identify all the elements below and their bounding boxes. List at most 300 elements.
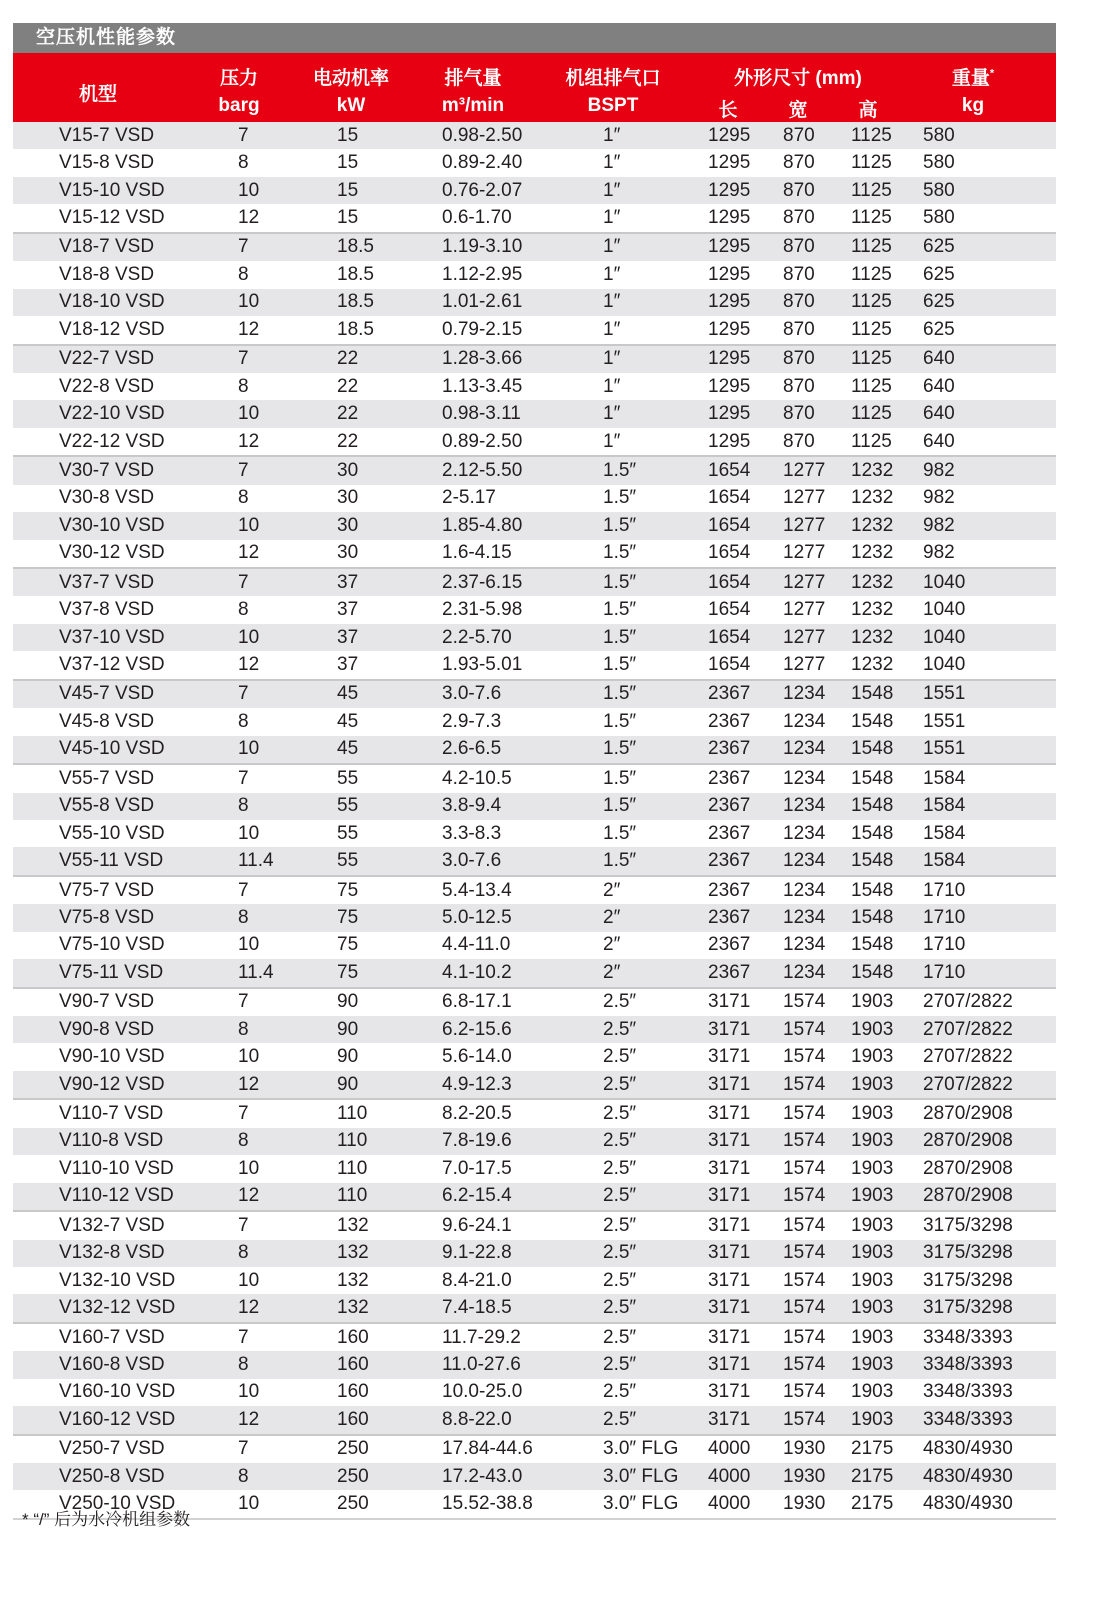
width-cell: 1574: [783, 1183, 851, 1211]
pressure-cell: 7: [237, 1099, 337, 1127]
pressure-cell: 10: [237, 1043, 337, 1070]
power-cell: 55: [337, 764, 442, 792]
model-cell: V160-8 VSD: [13, 1351, 237, 1378]
length-cell: 1654: [708, 456, 783, 484]
height-cell: 1548: [851, 764, 923, 792]
model-cell: V37-10 VSD: [13, 624, 237, 651]
flow-cell: 17.84-44.6: [442, 1435, 603, 1463]
width-cell: 1574: [783, 1406, 851, 1434]
power-cell: 160: [337, 1379, 442, 1406]
pressure-cell: 12: [237, 1183, 337, 1211]
section-title: 空压机性能参数: [13, 23, 1056, 53]
height-cell: 1125: [851, 122, 923, 149]
outlet-cell: 1.5″: [603, 596, 708, 623]
height-cell: 1903: [851, 1043, 923, 1070]
width-cell: 1277: [783, 540, 851, 568]
flow-cell: 11.0-27.6: [442, 1351, 603, 1378]
table-row: [13, 149, 1056, 176]
width-cell: 870: [783, 345, 851, 373]
table-row: [13, 624, 1056, 651]
table-row: [13, 1463, 1056, 1490]
flow-cell: 4.4-11.0: [442, 932, 603, 959]
weight-cell: 1710: [923, 932, 1056, 959]
length-cell: 1295: [708, 149, 783, 176]
weight-cell: 3348/3393: [923, 1323, 1056, 1351]
width-cell: 870: [783, 149, 851, 176]
power-cell: 30: [337, 512, 442, 539]
pressure-cell: 12: [237, 316, 337, 344]
weight-cell: 4830/4930: [923, 1490, 1056, 1518]
power-cell: 18.5: [337, 316, 442, 344]
power-cell: 15: [337, 177, 442, 204]
power-cell: 15: [337, 204, 442, 232]
outlet-cell: 1″: [603, 400, 708, 427]
flow-cell: 2.9-7.3: [442, 708, 603, 735]
pressure-cell: 7: [237, 456, 337, 484]
width-cell: 870: [783, 177, 851, 204]
pressure-cell: 8: [237, 1128, 337, 1155]
height-cell: 1232: [851, 568, 923, 596]
length-cell: 1295: [708, 177, 783, 204]
model-cell: V15-12 VSD: [13, 204, 237, 232]
model-cell: V110-12 VSD: [13, 1183, 237, 1211]
length-cell: 1295: [708, 233, 783, 261]
width-cell: 870: [783, 289, 851, 316]
width-cell: 1574: [783, 1240, 851, 1267]
model-cell: V110-7 VSD: [13, 1099, 237, 1127]
pressure-cell: 7: [237, 988, 337, 1016]
table-row: [13, 932, 1056, 959]
power-cell: 75: [337, 904, 442, 931]
length-cell: 3171: [708, 1406, 783, 1434]
table-row: [13, 373, 1056, 400]
power-cell: 30: [337, 456, 442, 484]
height-cell: 1548: [851, 736, 923, 764]
pressure-cell: 8: [237, 904, 337, 931]
power-cell: 90: [337, 1043, 442, 1070]
weight-cell: 982: [923, 540, 1056, 568]
length-cell: 4000: [708, 1435, 783, 1463]
table-row: [13, 204, 1056, 232]
outlet-cell: 2.5″: [603, 1323, 708, 1351]
pressure-cell: 7: [237, 1435, 337, 1463]
pressure-cell: 12: [237, 428, 337, 456]
weight-cell: 3175/3298: [923, 1294, 1056, 1322]
weight-cell: 3348/3393: [923, 1351, 1056, 1378]
weight-cell: 3175/3298: [923, 1211, 1056, 1239]
flow-cell: 3.0-7.6: [442, 680, 603, 708]
model-cell: V30-12 VSD: [13, 540, 237, 568]
length-cell: 3171: [708, 1155, 783, 1182]
width-cell: 1277: [783, 485, 851, 512]
model-cell: V37-8 VSD: [13, 596, 237, 623]
table-row: [13, 1099, 1056, 1127]
pressure-cell: 10: [237, 736, 337, 764]
pressure-cell: 8: [237, 1240, 337, 1267]
pressure-cell: 7: [237, 1323, 337, 1351]
power-cell: 132: [337, 1240, 442, 1267]
power-cell: 45: [337, 736, 442, 764]
width-cell: 1234: [783, 904, 851, 931]
pressure-cell: 12: [237, 651, 337, 679]
height-cell: 1232: [851, 540, 923, 568]
table-row: [13, 904, 1056, 931]
length-cell: 1295: [708, 204, 783, 232]
pressure-cell: 12: [237, 1294, 337, 1322]
height-cell: 1548: [851, 793, 923, 820]
flow-cell: 3.0-7.6: [442, 847, 603, 875]
height-cell: 2175: [851, 1490, 923, 1518]
weight-cell: 580: [923, 204, 1056, 232]
pressure-cell: 10: [237, 820, 337, 847]
table-row: [13, 428, 1056, 456]
power-cell: 90: [337, 988, 442, 1016]
power-cell: 37: [337, 596, 442, 623]
length-cell: 1654: [708, 568, 783, 596]
flow-cell: 6.2-15.6: [442, 1016, 603, 1043]
table-row: [13, 1406, 1056, 1434]
weight-cell: 640: [923, 400, 1056, 427]
weight-cell: 1040: [923, 596, 1056, 623]
outlet-cell: 1″: [603, 122, 708, 149]
power-cell: 15: [337, 149, 442, 176]
pressure-cell: 10: [237, 932, 337, 959]
height-cell: 1125: [851, 316, 923, 344]
outlet-cell: 3.0″ FLG: [603, 1435, 708, 1463]
width-cell: 1930: [783, 1490, 851, 1518]
height-cell: 1903: [851, 1379, 923, 1406]
pressure-cell: 10: [237, 289, 337, 316]
pressure-cell: 8: [237, 261, 337, 288]
model-cell: V22-12 VSD: [13, 428, 237, 456]
height-cell: 1232: [851, 624, 923, 651]
weight-cell: 2707/2822: [923, 1043, 1056, 1070]
power-cell: 22: [337, 400, 442, 427]
power-cell: 110: [337, 1155, 442, 1182]
flow-cell: 5.6-14.0: [442, 1043, 603, 1070]
flow-cell: 1.01-2.61: [442, 289, 603, 316]
flow-cell: 15.52-38.8: [442, 1490, 603, 1518]
model-cell: V55-7 VSD: [13, 764, 237, 792]
power-cell: 75: [337, 876, 442, 904]
outlet-cell: 2″: [603, 959, 708, 987]
table-row: [13, 764, 1056, 792]
model-cell: V132-8 VSD: [13, 1240, 237, 1267]
model-cell: V75-7 VSD: [13, 876, 237, 904]
outlet-cell: 1.5″: [603, 847, 708, 875]
power-cell: 45: [337, 708, 442, 735]
table-row: [13, 177, 1056, 204]
flow-cell: 5.4-13.4: [442, 876, 603, 904]
power-cell: 132: [337, 1211, 442, 1239]
outlet-cell: 2″: [603, 904, 708, 931]
width-cell: 1277: [783, 651, 851, 679]
outlet-cell: 2.5″: [603, 1294, 708, 1322]
flow-cell: 8.2-20.5: [442, 1099, 603, 1127]
length-cell: 1295: [708, 345, 783, 373]
width-cell: 1234: [783, 959, 851, 987]
pressure-cell: 8: [237, 793, 337, 820]
weight-cell: 1584: [923, 764, 1056, 792]
flow-cell: 0.89-2.40: [442, 149, 603, 176]
length-cell: 2367: [708, 820, 783, 847]
model-cell: V30-10 VSD: [13, 512, 237, 539]
table-row: [13, 1435, 1056, 1463]
spec-table: [13, 122, 1056, 1520]
power-cell: 18.5: [337, 261, 442, 288]
length-cell: 3171: [708, 1016, 783, 1043]
weight-cell: 1040: [923, 624, 1056, 651]
power-cell: 37: [337, 624, 442, 651]
outlet-cell: 1.5″: [603, 680, 708, 708]
width-cell: 1574: [783, 988, 851, 1016]
model-cell: V37-12 VSD: [13, 651, 237, 679]
height-cell: 1903: [851, 1128, 923, 1155]
table-row: [13, 456, 1056, 484]
table-row: [13, 485, 1056, 512]
weight-cell: 2707/2822: [923, 1016, 1056, 1043]
model-cell: V250-10 VSD: [13, 1490, 237, 1518]
model-cell: V132-10 VSD: [13, 1267, 237, 1294]
table-row: [13, 316, 1056, 344]
flow-cell: 7.8-19.6: [442, 1128, 603, 1155]
flow-cell: 0.98-2.50: [442, 122, 603, 149]
height-cell: 1903: [851, 1406, 923, 1434]
flow-cell: 0.79-2.15: [442, 316, 603, 344]
pressure-cell: 7: [237, 680, 337, 708]
table-row: [13, 540, 1056, 568]
width-cell: 1574: [783, 1379, 851, 1406]
outlet-cell: 2.5″: [603, 1379, 708, 1406]
pressure-cell: 10: [237, 1490, 337, 1518]
height-cell: 1903: [851, 1211, 923, 1239]
weight-cell: 640: [923, 345, 1056, 373]
length-cell: 3171: [708, 1099, 783, 1127]
weight-cell: 640: [923, 373, 1056, 400]
height-cell: 2175: [851, 1463, 923, 1490]
flow-cell: 6.8-17.1: [442, 988, 603, 1016]
height-cell: 1125: [851, 204, 923, 232]
weight-cell: 1584: [923, 793, 1056, 820]
width-cell: 870: [783, 204, 851, 232]
flow-cell: 2-5.17: [442, 485, 603, 512]
width-cell: 1574: [783, 1016, 851, 1043]
table-row: [13, 1128, 1056, 1155]
flow-cell: 9.6-24.1: [442, 1211, 603, 1239]
height-cell: 2175: [851, 1435, 923, 1463]
outlet-cell: 1.5″: [603, 793, 708, 820]
outlet-cell: 2.5″: [603, 1406, 708, 1434]
outlet-cell: 2.5″: [603, 1183, 708, 1211]
outlet-cell: 1″: [603, 204, 708, 232]
power-cell: 250: [337, 1435, 442, 1463]
power-cell: 75: [337, 959, 442, 987]
power-cell: 90: [337, 1071, 442, 1099]
outlet-cell: 3.0″ FLG: [603, 1463, 708, 1490]
flow-cell: 7.0-17.5: [442, 1155, 603, 1182]
length-cell: 1654: [708, 485, 783, 512]
height-cell: 1232: [851, 651, 923, 679]
pressure-cell: 8: [237, 1463, 337, 1490]
flow-cell: 6.2-15.4: [442, 1183, 603, 1211]
model-cell: V30-7 VSD: [13, 456, 237, 484]
model-cell: V160-7 VSD: [13, 1323, 237, 1351]
outlet-cell: 2.5″: [603, 1016, 708, 1043]
power-cell: 250: [337, 1463, 442, 1490]
table-row: [13, 1267, 1056, 1294]
height-cell: 1903: [851, 1099, 923, 1127]
height-cell: 1232: [851, 596, 923, 623]
length-cell: 3171: [708, 1323, 783, 1351]
outlet-cell: 1″: [603, 373, 708, 400]
power-cell: 22: [337, 428, 442, 456]
model-cell: V250-7 VSD: [13, 1435, 237, 1463]
spec-sheet: [13, 23, 1056, 1520]
width-cell: 1234: [783, 793, 851, 820]
pressure-cell: 12: [237, 1406, 337, 1434]
pressure-cell: 10: [237, 1379, 337, 1406]
table-row: [13, 847, 1056, 875]
height-cell: 1903: [851, 1071, 923, 1099]
length-cell: 3171: [708, 1379, 783, 1406]
power-cell: 15: [337, 122, 442, 149]
power-cell: 160: [337, 1351, 442, 1378]
flow-cell: 0.98-3.11: [442, 400, 603, 427]
height-cell: 1548: [851, 820, 923, 847]
flow-cell: 4.9-12.3: [442, 1071, 603, 1099]
weight-cell: 2870/2908: [923, 1183, 1056, 1211]
pressure-cell: 12: [237, 540, 337, 568]
weight-cell: 625: [923, 289, 1056, 316]
outlet-cell: 1.5″: [603, 624, 708, 651]
outlet-cell: 1.5″: [603, 651, 708, 679]
weight-cell: 625: [923, 233, 1056, 261]
width-cell: 1234: [783, 736, 851, 764]
height-cell: 1125: [851, 373, 923, 400]
width-cell: 1574: [783, 1099, 851, 1127]
length-cell: 1295: [708, 373, 783, 400]
width-cell: 1234: [783, 876, 851, 904]
length-cell: 3171: [708, 1071, 783, 1099]
outlet-cell: 2.5″: [603, 1267, 708, 1294]
height-cell: 1232: [851, 485, 923, 512]
model-cell: V22-10 VSD: [13, 400, 237, 427]
flow-cell: 10.0-25.0: [442, 1379, 603, 1406]
flow-cell: 1.93-5.01: [442, 651, 603, 679]
height-cell: 1125: [851, 233, 923, 261]
height-cell: 1903: [851, 1240, 923, 1267]
flow-cell: 1.13-3.45: [442, 373, 603, 400]
table-row: [13, 1016, 1056, 1043]
table-row: [13, 1155, 1056, 1182]
table-row: [13, 651, 1056, 679]
weight-cell: 2707/2822: [923, 1071, 1056, 1099]
pressure-cell: 10: [237, 177, 337, 204]
weight-cell: 2870/2908: [923, 1128, 1056, 1155]
pressure-cell: 7: [237, 876, 337, 904]
flow-cell: 1.6-4.15: [442, 540, 603, 568]
flow-cell: 1.12-2.95: [442, 261, 603, 288]
pressure-cell: 7: [237, 764, 337, 792]
pressure-cell: 7: [237, 345, 337, 373]
height-cell: 1903: [851, 1351, 923, 1378]
width-cell: 1574: [783, 1323, 851, 1351]
table-row: [13, 793, 1056, 820]
model-cell: V18-10 VSD: [13, 289, 237, 316]
pressure-cell: 12: [237, 204, 337, 232]
pressure-cell: 7: [237, 122, 337, 149]
outlet-cell: 1.5″: [603, 485, 708, 512]
outlet-cell: 2″: [603, 932, 708, 959]
outlet-cell: 1″: [603, 261, 708, 288]
power-cell: 90: [337, 1016, 442, 1043]
model-cell: V15-10 VSD: [13, 177, 237, 204]
power-cell: 250: [337, 1490, 442, 1518]
pressure-cell: 8: [237, 1351, 337, 1378]
width-cell: 1574: [783, 1155, 851, 1182]
outlet-cell: 2.5″: [603, 1043, 708, 1070]
pressure-cell: 8: [237, 708, 337, 735]
table-row: [13, 345, 1056, 373]
length-cell: 3171: [708, 1294, 783, 1322]
weight-cell: 3175/3298: [923, 1267, 1056, 1294]
table-row: [13, 1211, 1056, 1239]
model-cell: V75-8 VSD: [13, 904, 237, 931]
model-cell: V90-7 VSD: [13, 988, 237, 1016]
flow-cell: 2.37-6.15: [442, 568, 603, 596]
weight-cell: 982: [923, 485, 1056, 512]
width-cell: 1930: [783, 1463, 851, 1490]
height-cell: 1903: [851, 1183, 923, 1211]
length-cell: 1295: [708, 400, 783, 427]
outlet-cell: 2.5″: [603, 1240, 708, 1267]
weight-cell: 640: [923, 428, 1056, 456]
pressure-cell: 12: [237, 1071, 337, 1099]
outlet-cell: 1″: [603, 233, 708, 261]
outlet-cell: 3.0″ FLG: [603, 1490, 708, 1518]
pressure-cell: 8: [237, 149, 337, 176]
outlet-cell: 1.5″: [603, 736, 708, 764]
table-row: [13, 1240, 1056, 1267]
outlet-cell: 2.5″: [603, 1351, 708, 1378]
outlet-cell: 2.5″: [603, 1071, 708, 1099]
height-cell: 1548: [851, 680, 923, 708]
flow-cell: 0.6-1.70: [442, 204, 603, 232]
power-cell: 37: [337, 651, 442, 679]
weight-cell: 2870/2908: [923, 1155, 1056, 1182]
pressure-cell: 10: [237, 1155, 337, 1182]
length-cell: 1654: [708, 624, 783, 651]
length-cell: 3171: [708, 1128, 783, 1155]
table-row: [13, 568, 1056, 596]
table-row: [13, 122, 1056, 149]
weight-cell: 982: [923, 456, 1056, 484]
width-cell: 1234: [783, 932, 851, 959]
model-cell: V90-10 VSD: [13, 1043, 237, 1070]
model-cell: V55-11 VSD: [13, 847, 237, 875]
pressure-cell: 8: [237, 485, 337, 512]
width-cell: 1234: [783, 764, 851, 792]
table-row: [13, 1043, 1056, 1070]
model-cell: V132-12 VSD: [13, 1294, 237, 1322]
model-cell: V55-8 VSD: [13, 793, 237, 820]
width-cell: 870: [783, 428, 851, 456]
flow-cell: 5.0-12.5: [442, 904, 603, 931]
width-cell: 1930: [783, 1435, 851, 1463]
length-cell: 4000: [708, 1463, 783, 1490]
length-cell: 2367: [708, 736, 783, 764]
length-cell: 1654: [708, 596, 783, 623]
